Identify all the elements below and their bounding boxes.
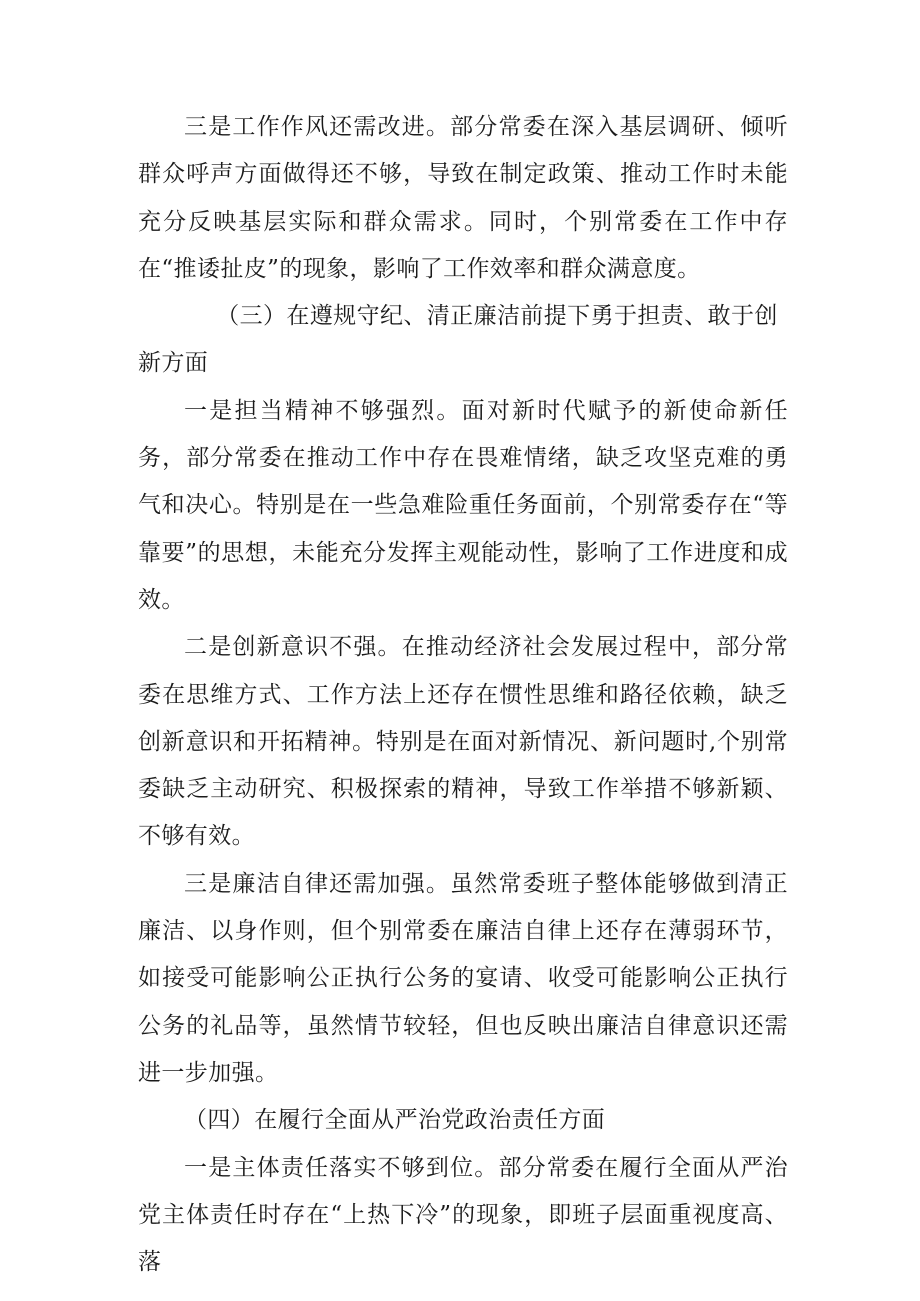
paragraph-innovation-awareness: 二是创新意识不强。在推动经济社会发展过程中，部分常委在思维方式、工作方法上还存在惯性思维和路径依赖，缺乏创新意识和开拓精神。特别是在面对新情况、新问题时,个别常委缺乏主动研究、积极探索的精神，导致工作举措不够新颖、不够有效。 [138, 634, 788, 850]
document-body [138, 104, 788, 1286]
paragraph-main-responsibility: 一是主体责任落实不够到位。部分常委在履行全面从严治党主体责任时存在“上热下冷”的现象，即班子层面重视度高、落 [138, 1154, 788, 1276]
section-heading-three: （三）在遵规守纪、清正廉洁前提下勇于担责、敢于创新方面 [138, 303, 778, 377]
paragraph-responsibility-spirit: 一是担当精神不够强烈。面对新时代赋予的新使命新任务，部分常委在推动工作中存在畏难情绪，缺乏攻坚克难的勇气和决心。特别是在一些急难险重任务面前，个别常委存在“等靠要”的思想，未能充分发挥主观能动性，影响了工作进度和成效。 [138, 397, 788, 613]
paragraph-work-style: 三是工作作风还需改进。部分常委在深入基层调研、倾听群众呼声方面做得还不够，导致在制定政策、推动工作时未能充分反映基层实际和群众需求。同时，个别常委在工作中存在“推诿扯皮”的现象，影响了工作效率和群众满意度。 [138, 114, 788, 282]
paragraph-integrity-self-discipline: 三是廉洁自律还需加强。虽然常委班子整体能够做到清正廉洁、以身作则，但个别常委在廉洁自律上还存在薄弱环节，如接受可能影响公正执行公务的宴请、收受可能影响公正执行公务的礼品等，虽然情节较轻，但也反映出廉洁自律意识还需进一步加强。 [138, 870, 788, 1086]
section-heading-four: （四）在履行全面从严治党政治责任方面 [184, 1107, 606, 1134]
